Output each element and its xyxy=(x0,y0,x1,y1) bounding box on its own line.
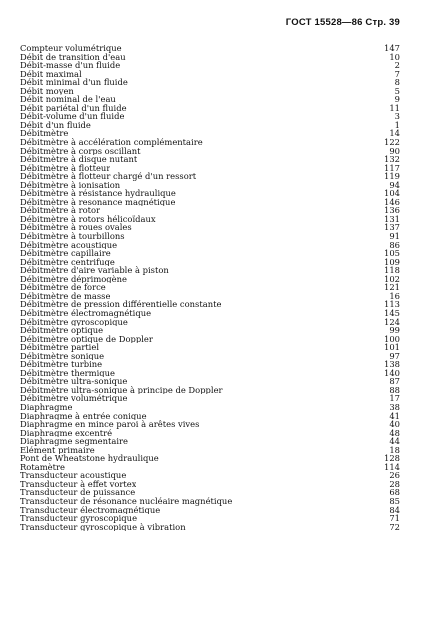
index-page-number: 86 xyxy=(389,239,400,250)
index-term: Débitmètre thermique xyxy=(20,368,116,378)
index-page-number: 128 xyxy=(384,453,400,464)
index-term: Débitmètre à rotors hélicoïdaux xyxy=(20,214,156,224)
index-page-number: 122 xyxy=(384,137,400,148)
index-page-number: 145 xyxy=(384,307,400,318)
index-entry xyxy=(20,223,400,232)
index-term: Transducteur gyroscopique à vibration xyxy=(20,522,186,532)
index-entry xyxy=(20,514,400,523)
index-entry xyxy=(20,437,400,446)
index-term: Débitmètre à flotteur chargé d'un ressort xyxy=(20,172,197,181)
index-entry xyxy=(20,95,400,104)
index-entry xyxy=(20,172,400,181)
index-entry xyxy=(20,369,400,378)
index-page-number: 91 xyxy=(389,231,400,242)
index-term: Débitmètre à ionisation xyxy=(20,180,121,190)
index-page-number: 68 xyxy=(389,487,400,498)
index-entry xyxy=(20,275,400,284)
index-page-number: 100 xyxy=(384,333,400,344)
index-page-number: 44 xyxy=(389,436,400,447)
index-entry xyxy=(20,506,400,515)
index-term: Débitmètre optique de Doppler xyxy=(20,334,153,344)
index-entry xyxy=(20,394,400,403)
index-entry xyxy=(20,147,400,156)
index-term: Débit maximal xyxy=(20,69,82,79)
index-entry xyxy=(20,480,400,489)
index-term: Débitmètre gyroscopique xyxy=(20,317,128,327)
index-entry xyxy=(20,343,400,352)
index-term: Débitmètre volumétrique xyxy=(20,394,128,403)
index-entry xyxy=(20,488,400,497)
index-entry xyxy=(20,377,400,386)
index-page-number: 26 xyxy=(389,470,400,481)
index-entry xyxy=(20,181,400,190)
index-term: Débitmètre d'aire variable à piston xyxy=(20,266,169,275)
index-page-number: 18 xyxy=(389,444,400,455)
index-entry xyxy=(20,352,400,361)
index-page-number: 105 xyxy=(384,248,400,259)
index-term: Débitmètre acoustique xyxy=(20,240,118,250)
index-term: Débit pariétal d'un fluide xyxy=(20,103,127,113)
index-term: Transducteur acoustique xyxy=(20,471,127,480)
index-term: Débitmètre à roues ovales xyxy=(20,223,132,233)
index-page-number: 2 xyxy=(394,60,400,71)
index-page-number: 16 xyxy=(389,290,400,301)
index-entry xyxy=(20,87,400,96)
index-entry xyxy=(20,523,400,532)
index-page-number: 48 xyxy=(389,427,400,438)
index-entry xyxy=(20,412,400,421)
index-entry xyxy=(20,138,400,147)
index-entry xyxy=(20,53,400,62)
index-page-number: 72 xyxy=(389,521,400,532)
index-term: Débitmètre à corps oscillant xyxy=(20,146,141,156)
index-term: Compteur volumétrique xyxy=(20,44,122,53)
index-term: Débitmètre déprimogène xyxy=(20,274,127,284)
index-term: Diaphragme à entrée conique xyxy=(20,411,147,421)
index-entry xyxy=(20,309,400,318)
index-page-number: 131 xyxy=(384,213,400,224)
index-entry xyxy=(20,241,400,250)
index-entry xyxy=(20,112,400,121)
index-term: Débitmètre optique xyxy=(20,326,104,335)
index-term: Diaphragme excentré xyxy=(20,428,113,438)
index-entry xyxy=(20,215,400,224)
index-term: Débitmètre à flotteur xyxy=(20,163,111,173)
index-page-number: 114 xyxy=(384,461,400,472)
index-page-number: 94 xyxy=(389,179,400,190)
index-term: Pont de Wheatstone hydraulique xyxy=(20,454,159,463)
index-page-number: 102 xyxy=(384,273,400,284)
index-page-number: 97 xyxy=(389,350,400,361)
index-entry xyxy=(20,164,400,173)
index-term: Débitmètre à rotor xyxy=(20,206,101,215)
index-entry xyxy=(20,249,400,258)
index-page-number: 121 xyxy=(384,282,400,293)
index-term: Transducteur à effet vortex xyxy=(20,479,137,489)
index-term: Débit moyen xyxy=(20,86,74,96)
index-entry xyxy=(20,104,400,113)
index-page-number: 88 xyxy=(389,384,400,395)
index-entry xyxy=(20,292,400,301)
index-page-number: 11 xyxy=(389,102,400,113)
index-entry xyxy=(20,121,400,130)
index-entry xyxy=(20,446,400,455)
index-entry xyxy=(20,326,400,335)
index-page-number: 90 xyxy=(389,145,400,156)
index-entry xyxy=(20,44,400,53)
index-page-number: 113 xyxy=(384,299,400,310)
index-entry xyxy=(20,283,400,292)
index-term: Débitmètre sonique xyxy=(20,351,105,361)
index-entry xyxy=(20,318,400,327)
index-page-number: 101 xyxy=(384,342,400,353)
index-entry xyxy=(20,386,400,395)
index-entry xyxy=(20,232,400,241)
index-entry xyxy=(20,155,400,164)
index-term: Débit nominal de l'eau xyxy=(20,95,116,104)
index-entry xyxy=(20,403,400,412)
index-page-number: 146 xyxy=(384,196,400,207)
index-term: Transducteur de puissance xyxy=(20,488,136,497)
index-page-number: 41 xyxy=(389,410,400,421)
index-page-number: 17 xyxy=(389,393,400,404)
index-page-number: 140 xyxy=(384,367,400,378)
index-term: Débitmètre capillaire xyxy=(20,249,111,258)
index-term: Débitmètre ultra-sonique xyxy=(20,377,128,386)
index-entry xyxy=(20,463,400,472)
index-entry xyxy=(20,78,400,87)
index-term: Rotamètre xyxy=(20,462,65,472)
index-term: Transducteur de résonance nucléaire magnétique xyxy=(20,496,233,506)
index-page-number: 138 xyxy=(384,359,400,370)
index-term: Débit de transition d'eau xyxy=(20,52,126,62)
index-term: Débitmètre xyxy=(20,129,69,139)
index-page-number: 117 xyxy=(384,162,400,173)
index-term: Débit d'un fluide xyxy=(20,120,91,130)
index-page-number: 40 xyxy=(389,419,400,430)
index-page-number: 10 xyxy=(389,51,400,62)
index-term: Débitmètre à résistance hydraulique xyxy=(20,189,176,198)
index-page-number: 132 xyxy=(384,154,400,165)
index-entry xyxy=(20,258,400,267)
index-term: Débitmètre ultra-sonique à principe de Doppler xyxy=(20,385,223,395)
index-term: Débitmètre de pression différentielle constante xyxy=(20,300,222,309)
index-page-number: 99 xyxy=(389,325,400,336)
index-page-number: 38 xyxy=(389,401,400,412)
index-entry xyxy=(20,497,400,506)
index-term: Débitmètre à accélération complémentaire xyxy=(20,138,203,147)
index-page-number: 119 xyxy=(384,171,400,182)
index-page-number: 14 xyxy=(389,128,400,139)
index-entry xyxy=(20,454,400,463)
index-entry xyxy=(20,300,400,309)
index-page-number: 71 xyxy=(389,513,400,524)
index-term: Débitmètre électromagnétique xyxy=(20,308,152,318)
index-entry xyxy=(20,471,400,480)
index-term: Diaphragme xyxy=(20,402,73,412)
index-term: Débitmètre à tourbillons xyxy=(20,232,125,241)
index-entry xyxy=(20,129,400,138)
index-entry xyxy=(20,360,400,369)
index-page-number: 5 xyxy=(394,85,400,96)
index-page-number: 118 xyxy=(384,265,400,276)
index-term: Transducteur électromagnétique xyxy=(20,505,161,515)
index-entry xyxy=(20,429,400,438)
index-term: Diaphragme en mince paroi à arêtes vives xyxy=(20,420,200,429)
index-term: Débitmètre de force xyxy=(20,283,106,292)
page-header: ГОСТ 15528—86 Стр. 39 xyxy=(285,17,400,28)
index-page-number: 9 xyxy=(394,94,400,105)
index-entry xyxy=(20,189,400,198)
term-index xyxy=(20,44,400,531)
index-term: Elément primaire xyxy=(20,445,95,455)
index-term: Débit-volume d'un fluide xyxy=(20,112,125,121)
index-page-number: 1 xyxy=(394,119,400,130)
index-entry xyxy=(20,335,400,344)
index-page-number: 85 xyxy=(389,495,400,506)
index-entry xyxy=(20,70,400,79)
index-page-number: 104 xyxy=(384,188,400,199)
index-term: Débit-masse d'un fluide xyxy=(20,61,121,70)
index-entry xyxy=(20,420,400,429)
index-page-number: 147 xyxy=(384,43,400,53)
index-page-number: 87 xyxy=(389,376,400,387)
index-entry xyxy=(20,61,400,70)
index-term: Débitmètre à resonance magnétique xyxy=(20,197,176,207)
index-page-number: 124 xyxy=(384,316,400,327)
index-page-number: 7 xyxy=(394,68,400,79)
index-entry xyxy=(20,206,400,215)
index-term: Débit minimal d'un fluide xyxy=(20,78,128,87)
index-page-number: 136 xyxy=(384,205,400,216)
index-term: Débitmètre de masse xyxy=(20,291,111,301)
index-term: Diaphragme segmentaire xyxy=(20,437,128,446)
index-page-number: 3 xyxy=(394,111,400,122)
index-term: Débitmètre partiel xyxy=(20,343,99,352)
index-term: Débitmètre à disque nutant xyxy=(20,155,138,164)
index-page-number: 28 xyxy=(389,478,400,489)
index-entry xyxy=(20,198,400,207)
index-page-number: 109 xyxy=(384,256,400,267)
index-page-number: 84 xyxy=(389,504,400,515)
index-entry xyxy=(20,266,400,275)
index-page-number: 8 xyxy=(394,77,400,88)
index-term: Débitmètre turbine xyxy=(20,360,103,369)
index-term: Transducteur gyroscopique xyxy=(20,514,138,523)
index-page-number: 137 xyxy=(384,222,400,233)
index-term: Débitmètre centrifuge xyxy=(20,257,115,267)
